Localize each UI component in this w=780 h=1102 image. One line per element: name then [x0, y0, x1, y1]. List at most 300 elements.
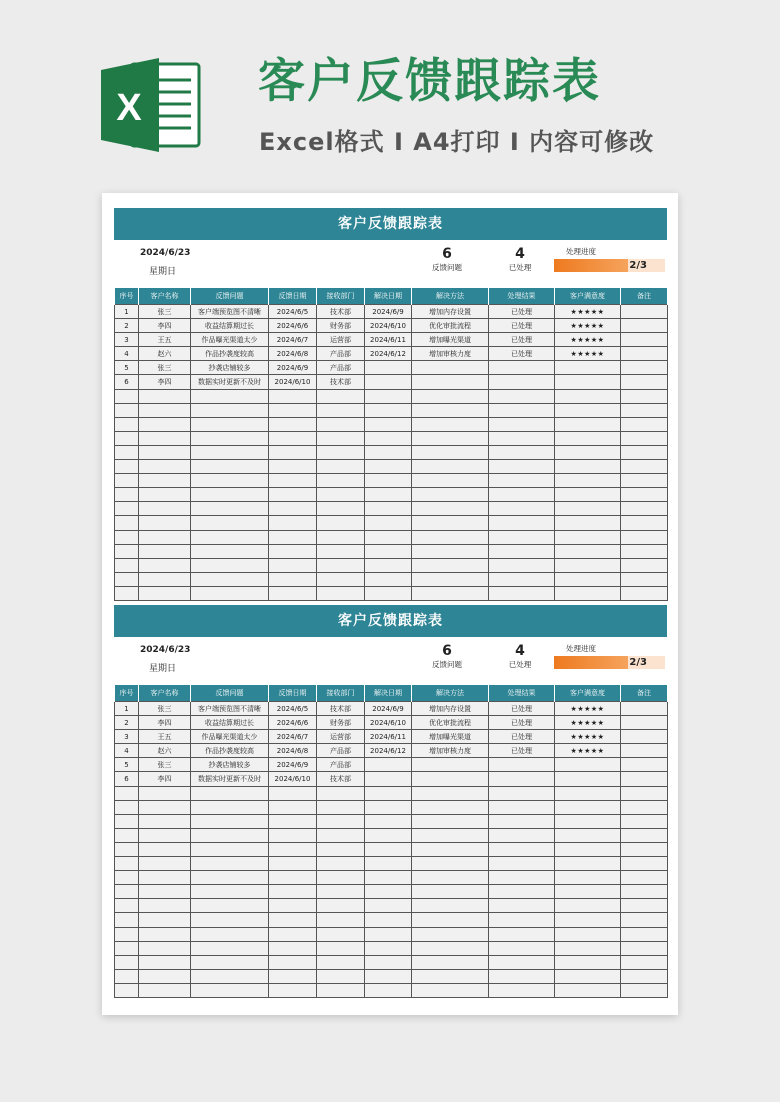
table-cell[interactable] — [317, 586, 365, 600]
table-cell[interactable]: 已处理 — [489, 730, 555, 744]
table-cell[interactable]: 已处理 — [489, 744, 555, 758]
table-cell[interactable] — [365, 572, 412, 586]
table-cell[interactable] — [269, 786, 317, 800]
table-cell[interactable] — [412, 955, 489, 969]
table-cell[interactable] — [191, 814, 269, 828]
table-cell[interactable] — [555, 857, 621, 871]
table-cell[interactable]: 4 — [115, 744, 139, 758]
table-cell[interactable]: 张三 — [139, 758, 191, 772]
table-cell[interactable] — [115, 488, 139, 502]
table-cell[interactable]: ★★★★★ — [555, 305, 621, 319]
table-cell[interactable] — [489, 857, 555, 871]
table-cell[interactable] — [621, 744, 668, 758]
table-cell[interactable]: 2 — [115, 319, 139, 333]
table-cell[interactable] — [621, 375, 668, 389]
table-cell[interactable] — [139, 842, 191, 856]
table-cell[interactable]: ★★★★★ — [555, 333, 621, 347]
table-cell[interactable] — [191, 969, 269, 983]
table-cell[interactable] — [621, 488, 668, 502]
table-cell[interactable] — [621, 417, 668, 431]
table-cell[interactable]: 增加内存设置 — [412, 305, 489, 319]
table-cell[interactable]: 李四 — [139, 319, 191, 333]
table-cell[interactable] — [489, 885, 555, 899]
table-cell[interactable] — [489, 375, 555, 389]
table-cell[interactable]: 2024/6/6 — [269, 319, 317, 333]
table-cell[interactable] — [317, 941, 365, 955]
table-cell[interactable] — [139, 969, 191, 983]
table-cell[interactable] — [555, 969, 621, 983]
table-cell[interactable]: 优化审批流程 — [412, 319, 489, 333]
table-cell[interactable] — [269, 842, 317, 856]
table-cell[interactable] — [269, 389, 317, 403]
table-cell[interactable]: 2024/6/10 — [365, 319, 412, 333]
table-cell[interactable] — [317, 955, 365, 969]
table-cell[interactable]: 5 — [115, 758, 139, 772]
table-cell[interactable] — [412, 941, 489, 955]
table-cell[interactable] — [139, 572, 191, 586]
table-cell[interactable] — [191, 389, 269, 403]
table-cell[interactable] — [489, 516, 555, 530]
table-cell[interactable]: 张三 — [139, 305, 191, 319]
table-cell[interactable] — [621, 871, 668, 885]
table-cell[interactable] — [269, 572, 317, 586]
table-cell[interactable] — [412, 586, 489, 600]
table-cell[interactable] — [269, 516, 317, 530]
table-cell[interactable] — [139, 899, 191, 913]
table-cell[interactable]: 李四 — [139, 716, 191, 730]
table-cell[interactable] — [269, 857, 317, 871]
table-cell[interactable] — [555, 516, 621, 530]
table-cell[interactable]: 2024/6/9 — [269, 361, 317, 375]
table-cell[interactable] — [621, 772, 668, 786]
table-cell[interactable] — [555, 899, 621, 913]
table-cell[interactable] — [365, 361, 412, 375]
table-cell[interactable]: 王五 — [139, 333, 191, 347]
table-cell[interactable] — [621, 389, 668, 403]
table-cell[interactable]: 作品曝光渠道太少 — [191, 730, 269, 744]
table-cell[interactable]: 2024/6/8 — [269, 347, 317, 361]
table-cell[interactable] — [365, 445, 412, 459]
table-cell[interactable] — [317, 403, 365, 417]
table-cell[interactable]: 产品部 — [317, 347, 365, 361]
table-cell[interactable] — [412, 857, 489, 871]
table-cell[interactable]: 2024/6/5 — [269, 702, 317, 716]
table-cell[interactable] — [269, 885, 317, 899]
table-cell[interactable] — [489, 586, 555, 600]
table-cell[interactable] — [489, 445, 555, 459]
table-cell[interactable] — [317, 389, 365, 403]
table-cell[interactable] — [412, 474, 489, 488]
table-cell[interactable] — [555, 431, 621, 445]
table-cell[interactable]: 增加审核力度 — [412, 347, 489, 361]
table-cell[interactable] — [115, 800, 139, 814]
table-cell[interactable] — [191, 431, 269, 445]
table-cell[interactable] — [317, 983, 365, 997]
table-cell[interactable] — [191, 474, 269, 488]
table-cell[interactable] — [555, 758, 621, 772]
table-cell[interactable] — [191, 558, 269, 572]
table-cell[interactable] — [621, 544, 668, 558]
table-cell[interactable] — [621, 305, 668, 319]
table-cell[interactable] — [269, 403, 317, 417]
table-cell[interactable] — [555, 488, 621, 502]
table-cell[interactable] — [365, 389, 412, 403]
table-cell[interactable] — [412, 969, 489, 983]
table-cell[interactable]: 数据实时更新不及时 — [191, 375, 269, 389]
table-cell[interactable] — [621, 899, 668, 913]
table-cell[interactable] — [317, 572, 365, 586]
table-cell[interactable] — [139, 558, 191, 572]
table-cell[interactable] — [317, 885, 365, 899]
table-cell[interactable] — [412, 431, 489, 445]
table-cell[interactable] — [365, 899, 412, 913]
table-cell[interactable] — [621, 814, 668, 828]
table-cell[interactable] — [489, 389, 555, 403]
table-cell[interactable] — [191, 544, 269, 558]
table-cell[interactable]: 已处理 — [489, 702, 555, 716]
table-cell[interactable]: 2024/6/11 — [365, 333, 412, 347]
table-cell[interactable] — [621, 445, 668, 459]
table-cell[interactable] — [191, 913, 269, 927]
table-cell[interactable] — [621, 969, 668, 983]
table-cell[interactable] — [489, 530, 555, 544]
table-cell[interactable] — [139, 530, 191, 544]
table-cell[interactable] — [365, 814, 412, 828]
table-cell[interactable] — [191, 800, 269, 814]
table-cell[interactable]: 已处理 — [489, 333, 555, 347]
table-cell[interactable] — [317, 460, 365, 474]
table-cell[interactable]: 2024/6/9 — [269, 758, 317, 772]
table-cell[interactable] — [365, 828, 412, 842]
table-cell[interactable] — [269, 530, 317, 544]
table-cell[interactable] — [621, 474, 668, 488]
table-cell[interactable] — [365, 544, 412, 558]
table-cell[interactable] — [191, 460, 269, 474]
table-cell[interactable] — [621, 857, 668, 871]
table-cell[interactable]: 2024/6/7 — [269, 333, 317, 347]
table-cell[interactable] — [365, 488, 412, 502]
table-cell[interactable] — [139, 417, 191, 431]
table-cell[interactable] — [269, 445, 317, 459]
table-cell[interactable] — [317, 969, 365, 983]
table-cell[interactable] — [115, 417, 139, 431]
table-cell[interactable] — [115, 445, 139, 459]
table-cell[interactable] — [489, 983, 555, 997]
table-cell[interactable] — [489, 758, 555, 772]
table-cell[interactable] — [412, 389, 489, 403]
table-cell[interactable] — [365, 417, 412, 431]
table-cell[interactable] — [489, 786, 555, 800]
table-cell[interactable] — [191, 927, 269, 941]
table-cell[interactable] — [317, 800, 365, 814]
table-cell[interactable] — [139, 857, 191, 871]
table-cell[interactable] — [191, 572, 269, 586]
table-cell[interactable]: 2024/6/7 — [269, 730, 317, 744]
table-cell[interactable] — [115, 530, 139, 544]
table-cell[interactable] — [621, 460, 668, 474]
table-cell[interactable] — [115, 431, 139, 445]
table-cell[interactable] — [269, 899, 317, 913]
table-cell[interactable]: ★★★★★ — [555, 716, 621, 730]
table-cell[interactable] — [412, 572, 489, 586]
table-cell[interactable] — [139, 927, 191, 941]
table-cell[interactable] — [489, 871, 555, 885]
table-cell[interactable] — [555, 445, 621, 459]
table-cell[interactable] — [365, 885, 412, 899]
table-cell[interactable] — [317, 417, 365, 431]
table-cell[interactable] — [365, 955, 412, 969]
table-cell[interactable] — [489, 502, 555, 516]
table-cell[interactable] — [555, 502, 621, 516]
table-cell[interactable] — [269, 969, 317, 983]
table-cell[interactable] — [191, 403, 269, 417]
table-cell[interactable]: 作品抄袭度较高 — [191, 744, 269, 758]
table-cell[interactable] — [115, 955, 139, 969]
table-cell[interactable]: 增加曝光渠道 — [412, 730, 489, 744]
table-cell[interactable] — [139, 544, 191, 558]
table-cell[interactable]: 李四 — [139, 375, 191, 389]
table-cell[interactable] — [115, 913, 139, 927]
table-cell[interactable] — [555, 927, 621, 941]
table-cell[interactable]: 2024/6/8 — [269, 744, 317, 758]
table-cell[interactable] — [115, 558, 139, 572]
table-cell[interactable] — [115, 403, 139, 417]
table-cell[interactable] — [115, 857, 139, 871]
table-cell[interactable] — [139, 460, 191, 474]
table-cell[interactable] — [489, 927, 555, 941]
table-cell[interactable] — [365, 586, 412, 600]
table-cell[interactable] — [489, 800, 555, 814]
table-cell[interactable] — [412, 814, 489, 828]
table-cell[interactable] — [365, 460, 412, 474]
table-cell[interactable]: ★★★★★ — [555, 744, 621, 758]
table-cell[interactable] — [489, 474, 555, 488]
table-cell[interactable] — [621, 319, 668, 333]
table-cell[interactable] — [115, 828, 139, 842]
table-cell[interactable] — [365, 871, 412, 885]
table-cell[interactable] — [489, 431, 555, 445]
table-cell[interactable]: 已处理 — [489, 319, 555, 333]
table-cell[interactable] — [317, 544, 365, 558]
table-cell[interactable] — [191, 871, 269, 885]
table-cell[interactable] — [269, 431, 317, 445]
table-cell[interactable] — [139, 814, 191, 828]
table-cell[interactable] — [412, 842, 489, 856]
table-cell[interactable] — [621, 885, 668, 899]
table-cell[interactable] — [365, 772, 412, 786]
table-cell[interactable] — [621, 403, 668, 417]
table-cell[interactable] — [139, 445, 191, 459]
table-cell[interactable]: 4 — [115, 347, 139, 361]
table-cell[interactable] — [412, 488, 489, 502]
table-cell[interactable] — [269, 558, 317, 572]
table-cell[interactable] — [412, 927, 489, 941]
table-cell[interactable] — [115, 786, 139, 800]
table-cell[interactable]: 数据实时更新不及时 — [191, 772, 269, 786]
table-cell[interactable] — [269, 941, 317, 955]
table-cell[interactable] — [489, 941, 555, 955]
table-cell[interactable] — [489, 361, 555, 375]
table-cell[interactable] — [139, 786, 191, 800]
table-cell[interactable] — [317, 488, 365, 502]
table-cell[interactable] — [621, 716, 668, 730]
table-cell[interactable] — [317, 871, 365, 885]
table-cell[interactable] — [365, 558, 412, 572]
table-cell[interactable] — [621, 983, 668, 997]
table-cell[interactable] — [621, 431, 668, 445]
table-cell[interactable] — [621, 586, 668, 600]
table-cell[interactable] — [555, 955, 621, 969]
table-cell[interactable] — [489, 572, 555, 586]
table-cell[interactable]: 财务部 — [317, 319, 365, 333]
table-cell[interactable] — [555, 572, 621, 586]
table-cell[interactable] — [555, 361, 621, 375]
table-cell[interactable]: 2024/6/10 — [269, 375, 317, 389]
table-cell[interactable] — [139, 871, 191, 885]
table-cell[interactable] — [621, 516, 668, 530]
table-cell[interactable] — [139, 913, 191, 927]
table-cell[interactable] — [139, 474, 191, 488]
table-cell[interactable] — [269, 417, 317, 431]
table-cell[interactable] — [412, 558, 489, 572]
table-cell[interactable] — [115, 927, 139, 941]
table-cell[interactable] — [621, 800, 668, 814]
table-cell[interactable]: 1 — [115, 305, 139, 319]
table-cell[interactable] — [115, 871, 139, 885]
table-cell[interactable] — [139, 941, 191, 955]
table-cell[interactable] — [412, 544, 489, 558]
table-cell[interactable] — [621, 758, 668, 772]
table-cell[interactable] — [555, 544, 621, 558]
table-cell[interactable]: 优化审批流程 — [412, 716, 489, 730]
table-cell[interactable] — [489, 558, 555, 572]
table-cell[interactable] — [115, 899, 139, 913]
table-cell[interactable] — [115, 969, 139, 983]
table-cell[interactable] — [412, 403, 489, 417]
table-cell[interactable] — [191, 417, 269, 431]
table-cell[interactable]: 产品部 — [317, 758, 365, 772]
table-cell[interactable] — [412, 828, 489, 842]
table-cell[interactable]: 增加审核力度 — [412, 744, 489, 758]
table-cell[interactable] — [139, 431, 191, 445]
table-cell[interactable] — [412, 913, 489, 927]
table-cell[interactable] — [621, 913, 668, 927]
table-cell[interactable] — [621, 842, 668, 856]
table-cell[interactable]: 3 — [115, 730, 139, 744]
table-cell[interactable] — [412, 502, 489, 516]
table-cell[interactable] — [365, 403, 412, 417]
table-cell[interactable]: 技术部 — [317, 375, 365, 389]
table-cell[interactable] — [139, 800, 191, 814]
table-cell[interactable]: 收益结算期过长 — [191, 319, 269, 333]
table-cell[interactable] — [412, 871, 489, 885]
table-cell[interactable] — [269, 913, 317, 927]
table-cell[interactable] — [317, 913, 365, 927]
table-cell[interactable] — [555, 871, 621, 885]
table-cell[interactable] — [317, 502, 365, 516]
table-cell[interactable] — [489, 899, 555, 913]
table-cell[interactable] — [269, 502, 317, 516]
table-cell[interactable] — [365, 927, 412, 941]
table-cell[interactable] — [317, 431, 365, 445]
table-cell[interactable] — [489, 460, 555, 474]
table-cell[interactable] — [412, 885, 489, 899]
table-cell[interactable] — [621, 502, 668, 516]
table-cell[interactable] — [317, 516, 365, 530]
table-cell[interactable] — [621, 786, 668, 800]
table-cell[interactable] — [365, 431, 412, 445]
table-cell[interactable]: 运营部 — [317, 730, 365, 744]
table-cell[interactable] — [317, 530, 365, 544]
table-cell[interactable] — [412, 361, 489, 375]
table-cell[interactable] — [365, 502, 412, 516]
table-cell[interactable] — [191, 955, 269, 969]
table-cell[interactable]: 增加内存设置 — [412, 702, 489, 716]
table-cell[interactable]: 作品曝光渠道太少 — [191, 333, 269, 347]
table-cell[interactable]: 抄袭店铺较多 — [191, 758, 269, 772]
table-cell[interactable] — [412, 460, 489, 474]
table-cell[interactable]: 王五 — [139, 730, 191, 744]
table-cell[interactable] — [412, 530, 489, 544]
table-cell[interactable] — [621, 361, 668, 375]
table-cell[interactable] — [269, 871, 317, 885]
table-cell[interactable] — [365, 983, 412, 997]
table-cell[interactable] — [365, 375, 412, 389]
table-cell[interactable] — [191, 842, 269, 856]
table-cell[interactable] — [191, 516, 269, 530]
table-cell[interactable] — [555, 558, 621, 572]
table-cell[interactable] — [621, 347, 668, 361]
table-cell[interactable] — [555, 417, 621, 431]
table-cell[interactable] — [365, 913, 412, 927]
table-cell[interactable] — [412, 375, 489, 389]
table-cell[interactable]: 已处理 — [489, 347, 555, 361]
table-cell[interactable] — [115, 460, 139, 474]
table-cell[interactable] — [489, 403, 555, 417]
table-cell[interactable]: 2024/6/10 — [365, 716, 412, 730]
table-cell[interactable] — [489, 913, 555, 927]
table-cell[interactable] — [115, 474, 139, 488]
table-cell[interactable] — [621, 730, 668, 744]
table-cell[interactable]: 张三 — [139, 361, 191, 375]
table-cell[interactable]: 客户端预览图不清晰 — [191, 305, 269, 319]
table-cell[interactable] — [115, 389, 139, 403]
table-cell[interactable] — [621, 828, 668, 842]
table-cell[interactable] — [365, 857, 412, 871]
table-cell[interactable] — [317, 445, 365, 459]
table-cell[interactable] — [317, 786, 365, 800]
table-cell[interactable]: 增加曝光渠道 — [412, 333, 489, 347]
table-cell[interactable] — [139, 828, 191, 842]
table-cell[interactable] — [365, 842, 412, 856]
table-cell[interactable] — [269, 800, 317, 814]
table-cell[interactable] — [317, 558, 365, 572]
table-cell[interactable] — [412, 772, 489, 786]
table-cell[interactable] — [412, 899, 489, 913]
table-cell[interactable] — [317, 927, 365, 941]
table-cell[interactable]: 技术部 — [317, 772, 365, 786]
table-cell[interactable] — [317, 857, 365, 871]
table-cell[interactable] — [412, 516, 489, 530]
table-cell[interactable] — [412, 758, 489, 772]
table-cell[interactable] — [191, 502, 269, 516]
table-cell[interactable] — [621, 927, 668, 941]
table-cell[interactable] — [191, 586, 269, 600]
table-cell[interactable] — [269, 460, 317, 474]
table-cell[interactable]: 作品抄袭度较高 — [191, 347, 269, 361]
table-cell[interactable] — [412, 417, 489, 431]
table-cell[interactable] — [191, 941, 269, 955]
